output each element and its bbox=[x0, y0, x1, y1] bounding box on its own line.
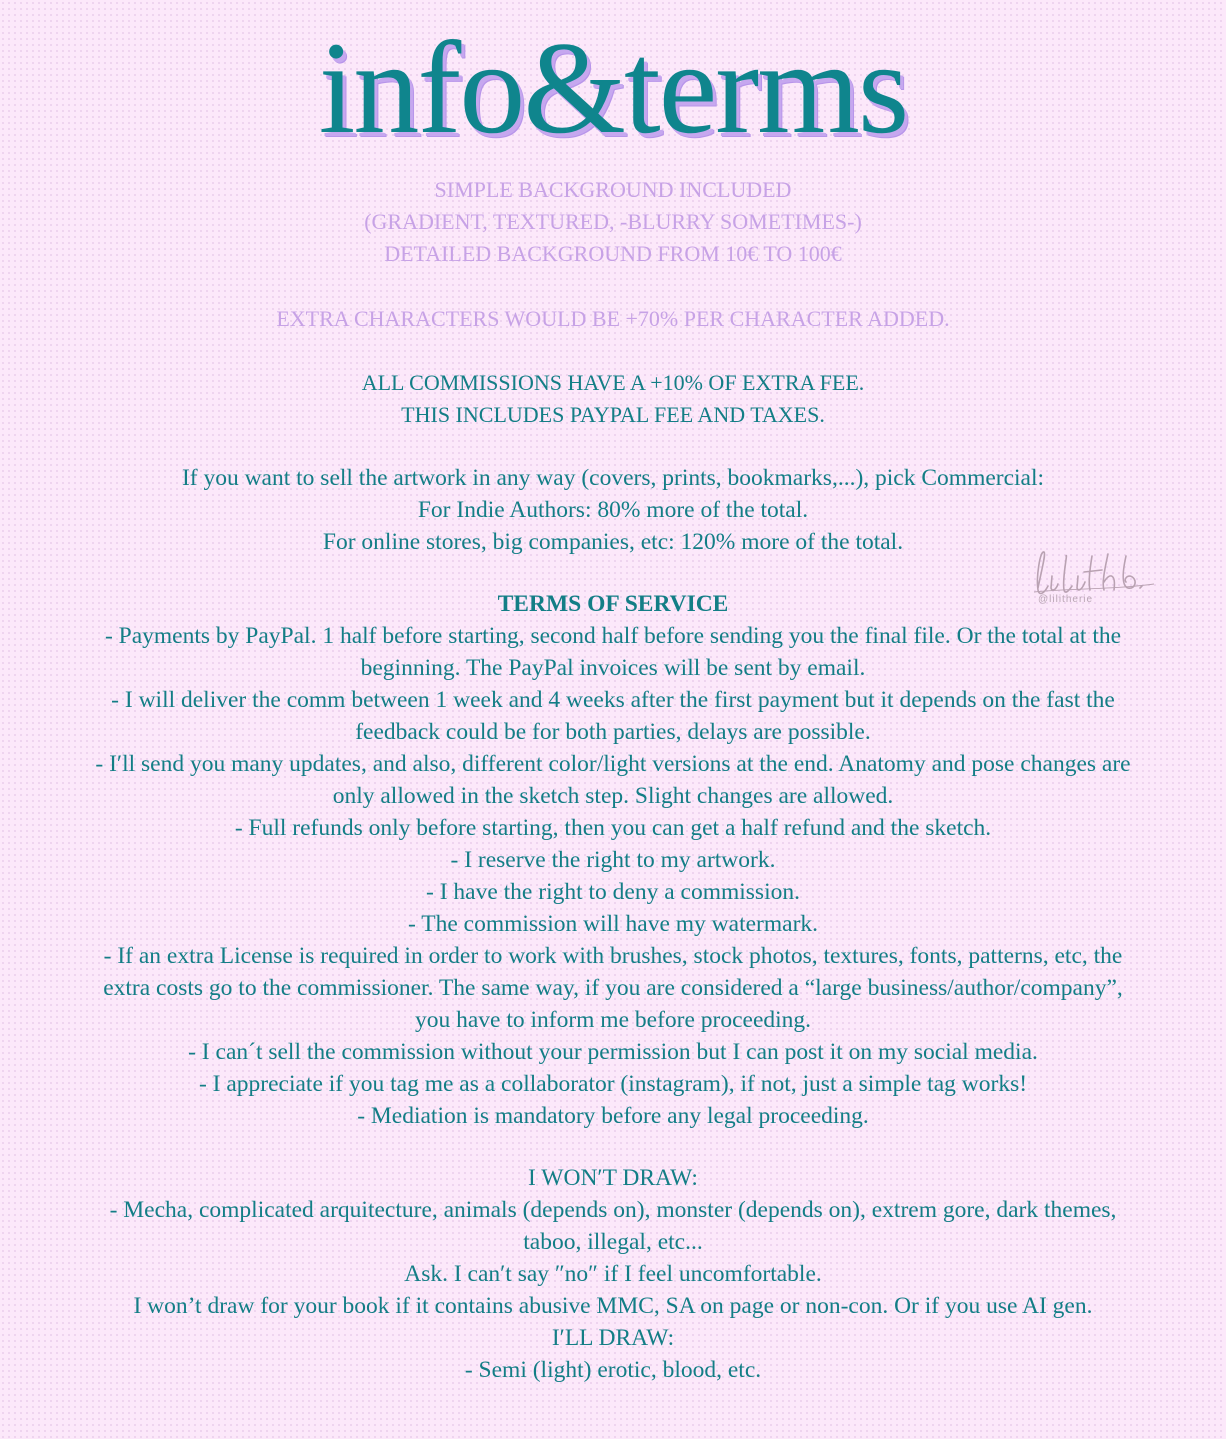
terms-of-service bbox=[0, 588, 1226, 1132]
wont-draw-section bbox=[0, 1162, 1226, 1322]
will-draw-section bbox=[0, 1322, 1226, 1386]
background-line: SIMPLE BACKGROUND INCLUDED bbox=[434, 177, 792, 202]
fee-line: THIS INCLUDES PAYPAL FEE AND TAXES. bbox=[401, 402, 825, 427]
wont-draw-line: - Mecha, complicated arquitecture, animals (depends on), monster (depends on), extrem gore, dark themes, bbox=[109, 1197, 1117, 1223]
extra-characters-line: EXTRA CHARACTERS WOULD BE +70% PER CHARACTER ADDED. bbox=[276, 306, 950, 331]
will-draw-heading: I′LL DRAW: bbox=[551, 1325, 675, 1351]
background-line: (GRADIENT, TEXTURED, -BLURRY SOMETIMES-) bbox=[364, 209, 862, 234]
commercial-line: For online stores, big companies, etc: 120% more of the total. bbox=[322, 529, 904, 555]
terms-line: beginning. The PayPal invoices will be sent by email. bbox=[360, 655, 866, 681]
terms-line: extra costs go to the commissioner. The same way, if you are considered a “large business/author/company”, bbox=[103, 975, 1123, 1001]
wont-draw-heading: I WON′T DRAW: bbox=[528, 1165, 698, 1191]
signature-handle: @lilitherie bbox=[1038, 594, 1094, 605]
extra-characters-note bbox=[0, 303, 1226, 335]
page-title: info&terms bbox=[318, 14, 908, 161]
terms-line: - I′ll send you many updates, and also, different color/light versions at the end. Anatomy and pose changes are bbox=[95, 751, 1131, 777]
terms-line: - I reserve the right to my artwork. bbox=[450, 847, 776, 873]
commercial-line: For Indie Authors: 80% more of the total. bbox=[417, 497, 809, 523]
will-draw-line: - Semi (light) erotic, blood, etc. bbox=[464, 1357, 762, 1383]
background-pricing bbox=[0, 174, 1226, 270]
terms-line: - I have the right to deny a commission. bbox=[426, 879, 800, 905]
wont-draw-line: Ask. I can′t say ″no″ if I feel uncomfortable. bbox=[404, 1261, 822, 1287]
terms-line: - I will deliver the comm between 1 week and 4 weeks after the first payment but it depends on the fast the bbox=[111, 687, 1115, 713]
terms-line: - If an extra License is required in order to work with brushes, stock photos, textures, fonts, patterns, etc, the bbox=[103, 943, 1123, 969]
terms-line: - I can´t sell the commission without your permission but I can post it on my social media. bbox=[188, 1039, 1038, 1065]
terms-line: - Payments by PayPal. 1 half before starting, second half before sending you the final file. Or the total at the bbox=[104, 623, 1122, 649]
terms-line: - The commission will have my watermark. bbox=[407, 911, 819, 937]
terms-line: you have to inform me before proceeding. bbox=[414, 1007, 812, 1033]
extra-fee-note bbox=[0, 367, 1226, 431]
wont-draw-line: I won’t draw for your book if it contains abusive MMC, SA on page or non-con. Or if you use AI gen. bbox=[133, 1293, 1093, 1319]
terms-heading: TERMS OF SERVICE bbox=[497, 591, 729, 617]
fee-line: ALL COMMISSIONS HAVE A +10% OF EXTRA FEE. bbox=[361, 370, 865, 395]
commercial-license-note bbox=[0, 462, 1226, 558]
terms-line: feedback could be for both parties, delays are possible. bbox=[355, 719, 871, 745]
terms-line: only allowed in the sketch step. Slight changes are allowed. bbox=[332, 783, 894, 809]
terms-line: - I appreciate if you tag me as a collaborator (instagram), if not, just a simple tag works! bbox=[198, 1071, 1028, 1097]
wont-draw-line: taboo, illegal, etc... bbox=[523, 1229, 703, 1255]
terms-line: - Full refunds only before starting, then you can get a half refund and the sketch. bbox=[234, 815, 992, 841]
terms-line: - Mediation is mandatory before any legal proceeding. bbox=[357, 1103, 869, 1129]
commercial-line: If you want to sell the artwork in any way (covers, prints, bookmarks,...), pick Commercial: bbox=[181, 465, 1045, 491]
background-line: DETAILED BACKGROUND FROM 10€ TO 100€ bbox=[384, 241, 842, 266]
